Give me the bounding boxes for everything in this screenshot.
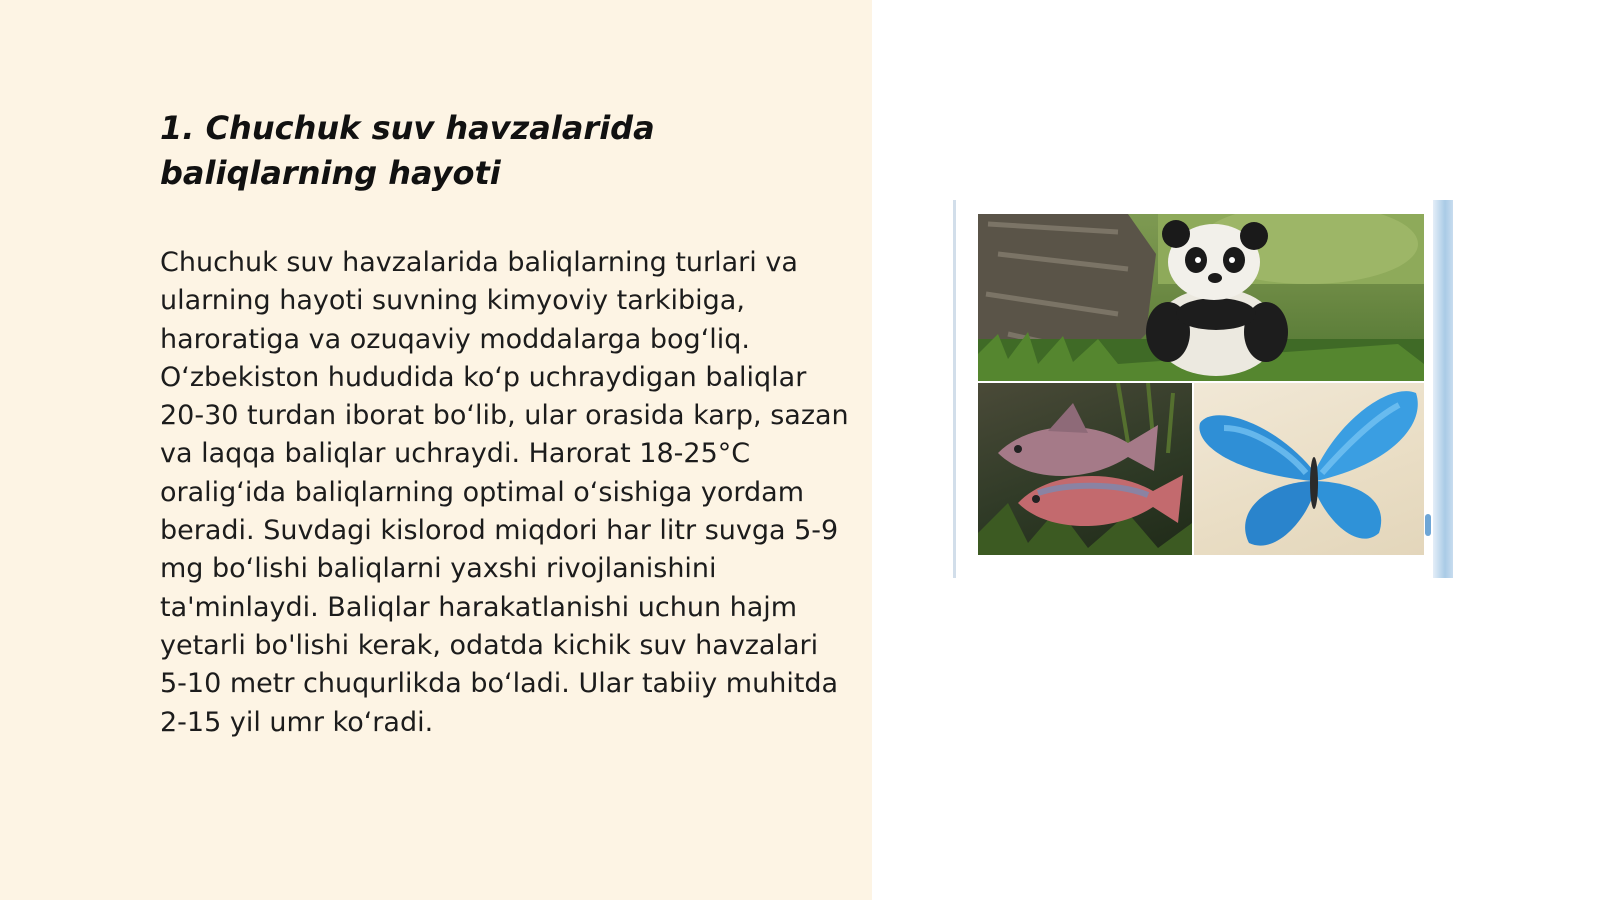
- collage-frame-edge: [1433, 200, 1453, 578]
- photo-collage: [953, 200, 1453, 578]
- panda-photo: [978, 214, 1424, 381]
- butterfly-illustration: [1194, 383, 1424, 555]
- fish-illustration: [978, 383, 1192, 555]
- fish-photo: [978, 383, 1192, 555]
- butterfly-photo: [1194, 383, 1424, 555]
- slide-body-text: Chuchuk suv havzalarida baliqlarning turlari va ularning hayoti suvning kimyoviy tarkibiga, haroratiga va ozuqaviy moddalarga bog‘liq. O‘zbekiston hududida ko‘p uchraydigan baliqlar 20-30 turdan iborat bo‘lib, ular orasida karp, sazan va laqqa baliqlar uchraydi. Harorat 18-25°C oralig‘ida baliqlarning optimal o‘sishiga yordam beradi. Suvdagi kislorod miqdori har litr suvga 5-9 mg bo‘lishi baliqlarni yaxshi rivojlanishini ta'minlaydi. Baliqlar harakatlanishi uchun hajm yetarli bo'lishi kerak, odatda kichik suv havzalari 5-10 metr chuqurlikda bo‘ladi. Ular tabiiy muhitda 2-15 yil umr ko‘radi.: [160, 247, 849, 738]
- slide-title: 1. Chuchuk suv havzalarida baliqlarning hayoti: [160, 109, 655, 192]
- collage-frame-marker: [1425, 514, 1431, 536]
- panda-illustration: [978, 214, 1424, 381]
